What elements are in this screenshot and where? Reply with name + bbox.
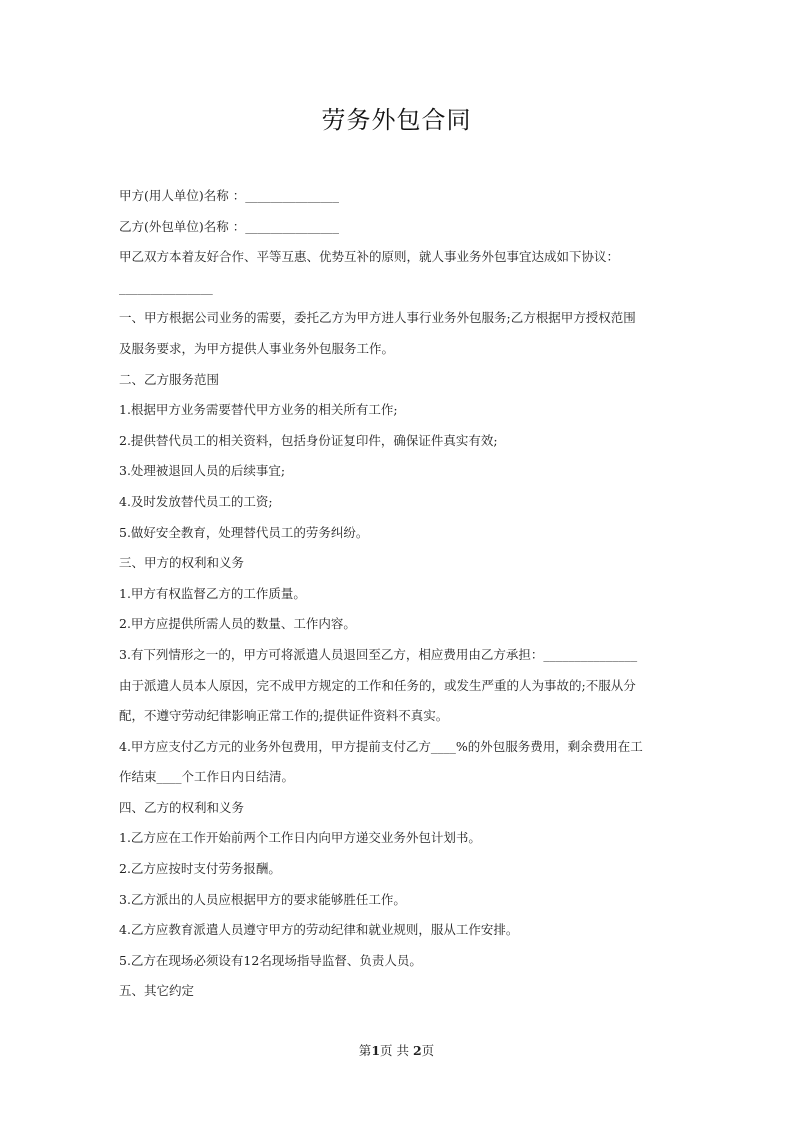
party-a-line: 甲方(用人单位)名称 ：_______________ xyxy=(119,188,339,203)
section-3-item-3-cont-1: 由于派遣人员本人原因，完不成甲方规定的工作和任务的，或发生严重的人为事故的;不服从分 xyxy=(119,677,636,693)
section-4-item-5: 5.乙方在现场必须设有12名现场指导监督、负责人员。 xyxy=(119,952,422,968)
section-3-item-1: 1.甲方有权监督乙方的工作质量。 xyxy=(119,585,306,601)
current-page-number: 1 xyxy=(371,1043,381,1058)
page-footer xyxy=(0,1041,793,1059)
section-3-item-3-cont-2: 配，不遵守劳动纪律影响正常工作的;提供证件资料不真实。 xyxy=(119,708,449,724)
total-page-number: 2 xyxy=(412,1043,422,1058)
section-4-item-2: 2.乙方应按时支付劳务报酬。 xyxy=(119,861,281,877)
agreement-intro: 甲乙双方本着友好合作、平等互惠、优势互补的原则，就人事业务外包事宜达成如下协议： xyxy=(119,249,620,265)
section-2-item-3: 3.处理被退回人员的后续事宜; xyxy=(119,463,286,479)
clause-1-line-1: 一、甲方根据公司业务的需要，委托乙方为甲方进人事行业务外包服务;乙方根据甲方授权范围 xyxy=(119,310,636,326)
section-heading-4: 四、乙方的权利和义务 xyxy=(119,799,245,815)
section-4-item-3: 3.乙方派出的人员应根据甲方的要求能够胜任工作。 xyxy=(119,891,406,907)
section-heading-3: 三、甲方的权利和义务 xyxy=(119,555,245,571)
section-heading-5: 五、其它约定 xyxy=(119,983,195,999)
clause-1-line-2: 及服务要求，为甲方提供人事业务外包服务工作。 xyxy=(119,340,395,356)
section-3-item-2: 2.甲方应提供所需人员的数量、工作内容。 xyxy=(119,616,356,632)
contract-body xyxy=(119,181,679,1007)
party-b-line: 乙方(外包单位)名称 ：_______________ xyxy=(119,218,339,234)
footer-middle: 页 共 xyxy=(380,1043,413,1058)
section-2-item-5: 5.做好安全教育，处理替代员工的劳务纠纷。 xyxy=(119,524,369,540)
footer-prefix: 第 xyxy=(358,1043,372,1058)
section-2-item-1: 1.根据甲方业务需要替代甲方业务的相关所有工作; xyxy=(119,402,398,418)
footer-suffix: 页 xyxy=(421,1043,435,1058)
section-2-item-4: 4.及时发放替代员工的工资; xyxy=(119,493,273,509)
section-3-item-3: 3.有下列情形之一的，甲方可将派遣人员退回至乙方，相应费用由乙方承担：_______________ xyxy=(119,646,638,662)
section-4-item-1: 1.乙方应在工作开始前两个工作日内向甲方递交业务外包计划书。 xyxy=(119,830,481,846)
document-title: 劳务外包合同 xyxy=(321,106,472,134)
section-2-item-2: 2.提供替代员工的相关资料，包括身份证复印件，确保证件真实有效; xyxy=(119,432,498,448)
section-4-item-4: 4.乙方应教育派遣人员遵守甲方的劳动纪律和就业规则，服从工作安排。 xyxy=(119,922,519,938)
blank-line: _______________ xyxy=(119,279,213,295)
section-heading-2: 二、乙方服务范围 xyxy=(119,371,220,387)
section-3-item-4-cont: 作结束____个工作日内日结清。 xyxy=(119,769,295,785)
section-3-item-4: 4.甲方应支付乙方元的业务外包费用，甲方提前支付乙方____%的外包服务费用，剩余费用在工 xyxy=(119,738,643,754)
